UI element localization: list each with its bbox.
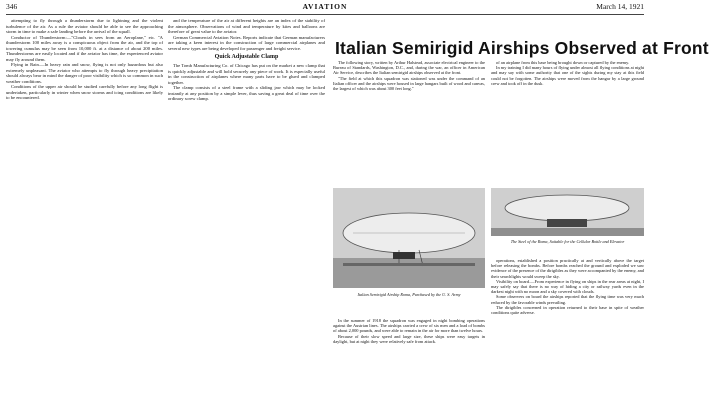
paragraph: attempting to fly through a thunderstorm due to lightning and the violent turbulence of the air. As a rule the aviator should be able to see the approaching storm in time to make a safe landing before the arrival of the squall. [6, 18, 163, 34]
column-2 [168, 18, 325, 416]
photo-caption: The Steel of the Roma, Suitable for the Cellular Bottle and Elevator [510, 239, 625, 244]
paragraph: Conditions of the upper air should be studied carefully before any long flight is undertaken, particularly in winter when snow storms and icing conditions are likely to be encountered. [6, 84, 163, 100]
paragraph: The Tomb Manufacturing Co. of Chicago has put on the market a new clamp that is quickly adjustable and will hold securely any piece of work. It is especially useful in the construction of airplanes where many parts have to be glued and clamped together. [168, 63, 325, 85]
paragraph: and the temperature of the air at different heights are an index of the stability of the atmosphere. Observations of wind and temperature by kites and balloons are therefore of great value to the aviator. [168, 18, 325, 34]
header-rule [6, 14, 644, 15]
paragraph: of an airplane from this base being brought down or captured by the enemy. [496, 60, 630, 65]
paragraph: "The field at which this squadron was stationed was under the command of an Italian officer and the airships were housed in large hangars built of wood and canvas, the largest of which was about 300 feet long." [333, 75, 485, 92]
section-heading: Quick Adjustable Clamp [214, 54, 279, 60]
airship-photo [333, 188, 485, 288]
paragraph: Because of their slow speed and large size, these ships were easy targets in daylight, but at night they were relatively safe from attack. [333, 333, 485, 344]
airship-illustration [333, 188, 485, 288]
page-number: 346 [6, 2, 18, 11]
paragraph: In my training I did many hours of flying under almost all flying conditions at night and may say with some authority that one of the sights during my stay at this field could not be forgotten. The airships were moved from the hangar by a large ground crew and took off in the dusk. [491, 65, 644, 86]
airship-detail-photo [491, 188, 644, 236]
article-column-4 [491, 60, 644, 180]
magazine-title: AVIATION [302, 2, 348, 11]
paragraph: The following story, written by Arthur Halstead, associate electrical engineer to the Bureau of Standards, Washington, D.C., and, during the war, an officer in American Air Service, describes the Italian semirigid airships observed at the front. [333, 60, 485, 76]
column-1 [6, 18, 163, 416]
page-header [0, 0, 650, 14]
paragraph: The dirigibles concerned in operation returned to their base in spite of weather conditions quite adverse. [491, 304, 644, 316]
airship-detail-illustration [491, 188, 644, 236]
lower-column-3 [333, 318, 485, 416]
paragraph: Conductor of Thunderstorm:—"Clouds in sees from an Aeroplane," etc. "A thunderstorm 100 miles away is a conspicuous object from the air, and the top of towering cumulus may be seen from 10,000 ft. at a distance of about 200 miles. Thunderstorms are easily located and if the aviator has time, the experienced aviator may fly around them. [6, 34, 163, 62]
paragraph: German Commercial Aviation Notes. Reports indicate that German manufacturers are taking a keen interest in the construction of large commercial airplanes and several new types are being developed for passenger and freight service. [168, 34, 325, 51]
paragraph: Flying in Rain.—In heavy rain and snow, flying is not only hazardous but also extremely unpleasant. The aviator who attempts to fly through heavy precipitation should always bear in mind the danger of poor visibility which is so common in such weather conditions. [6, 62, 163, 84]
paragraph: The clamp consists of a steel frame with a sliding jaw which may be locked instantly at any position by a simple lever, thus saving a great deal of time over the ordinary screw clamp. [168, 85, 325, 101]
article-title: Italian Semirigid Airships Observed at Front [335, 38, 709, 58]
paragraph: operations, established a position practically at and vertically above the target before releasing the bombs. Before bombs reached the ground and exploded we saw evidence of the presence of the dirigibles as they were accompanied by the enemy, and their searchlights would sweep the sky. [491, 258, 644, 279]
issue-date: March 14, 1921 [596, 2, 644, 11]
paragraph: In the summer of 1918 the squadron was engaged in night bombing operations against the Austrian lines. The airships carried a crew of six men and a load of bombs of about 2,000 pounds, and were able to remain in the air for more than twelve hours. [333, 318, 485, 334]
lower-column-4 [491, 258, 644, 416]
photo-caption: Italian Semirigid Airship Roma, Purchased by the U. S. Army [357, 292, 461, 297]
article-column-3 [333, 60, 485, 180]
paragraph: Visibility on board.—From experience in flying on ships in the rear areas at night, I may safely say that there is no way of hiding a city or railway yards even in the darkest night with no moon and a sky covered with clouds. [491, 278, 644, 295]
paragraph: Some observers on board the airships reported that the flying time was very much reduced by the favorable winds prevailing. [491, 294, 644, 305]
